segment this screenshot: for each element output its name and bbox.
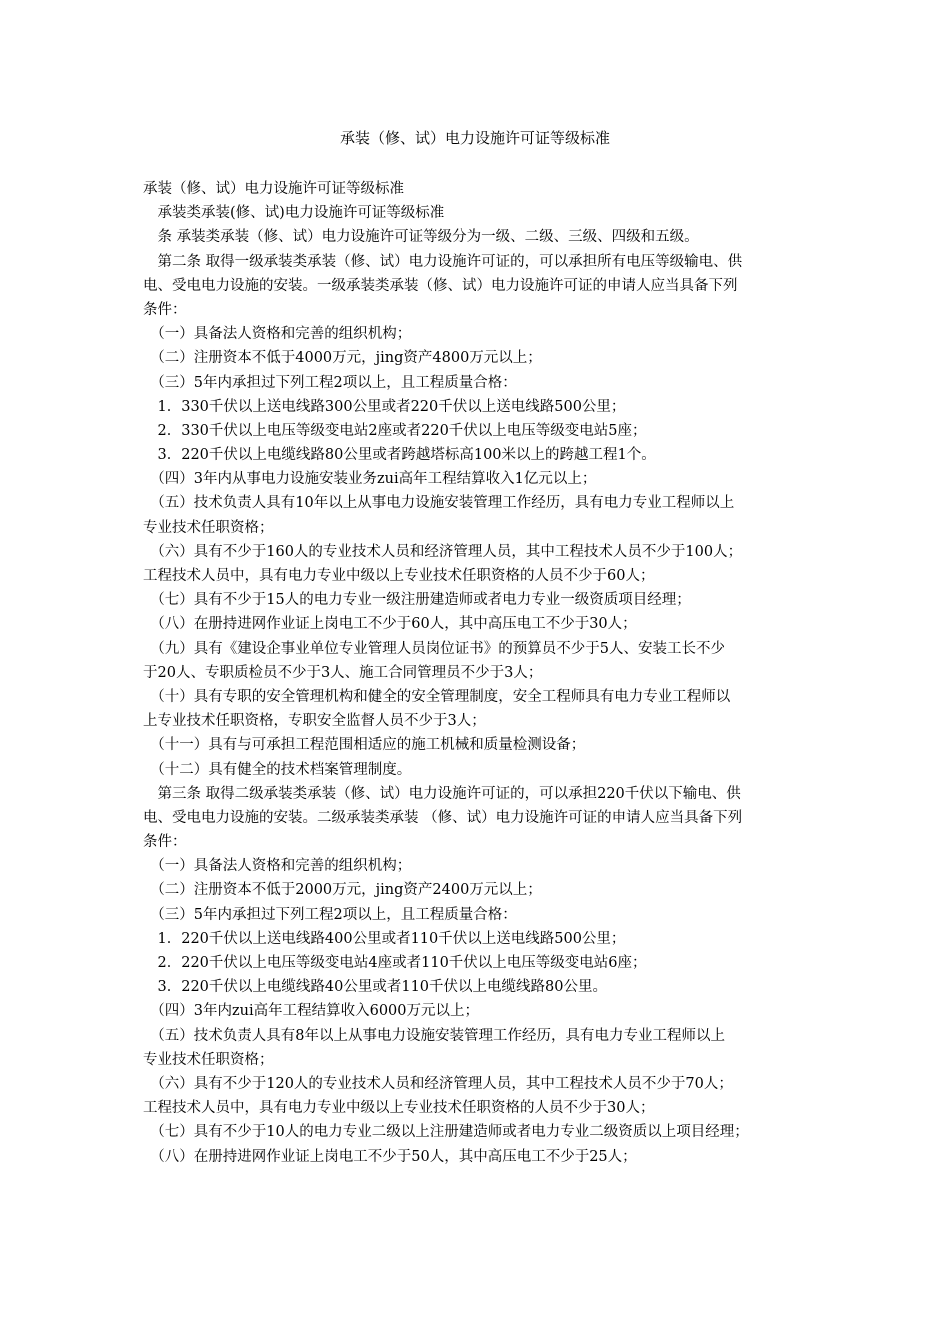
document-title: 承装（修、试）电力设施许可证等级标准 — [339, 129, 610, 147]
text-line: （十二）具有健全的技术档案管理制度。 — [143, 761, 412, 778]
text-line: （十一）具有与可承担工程范围相适应的施工机械和质量检测设备； — [143, 737, 586, 754]
text-line: （二）注册资本不低于4000万元，jing资产4800万元以上； — [143, 350, 542, 367]
text-line: （五）技术负责人具有8年以上从事电力设施安装管理工作经历，具有电力专业工程师以上 — [143, 1027, 725, 1044]
text-line: 上专业技术任职资格，专职安全监督人员不少于3人； — [143, 713, 486, 730]
text-line: （一）具备法人资格和完善的组织机构； — [143, 326, 412, 343]
text-line: （二）注册资本不低于2000万元，jing资产2400万元以上； — [143, 882, 542, 899]
text-line: 1．220千伏以上送电线路400公里或者110千伏以上送电线路500公里； — [143, 930, 626, 947]
text-line: （四）3年内从事电力设施安装业务zui高年工程结算收入1亿元以上； — [143, 471, 597, 488]
text-line: （六）具有不少于120人的专业技术人员和经济管理人员，其中工程技术人员不少于70人； — [143, 1075, 733, 1092]
text-line: 3．220千伏以上电缆线路80公里或者跨越塔标高100米以上的跨越工程1个。 — [143, 447, 656, 464]
text-line: 承装（修、试）电力设施许可证等级标准 — [143, 181, 404, 197]
text-line: （十）具有专职的安全管理机构和健全的安全管理制度，安全工程师具有电力专业工程师以 — [143, 688, 731, 705]
text-line: （三）5年内承担过下列工程2项以上，且工程质量合格： — [143, 906, 517, 923]
text-line: 工程技术人员中，具有电力专业中级以上专业技术任职资格的人员不少于30人； — [143, 1100, 655, 1117]
text-line: 3．220千伏以上电缆线路40公里或者110千伏以上电缆线路80公里。 — [143, 979, 607, 996]
text-line: （四）3年内zui高年工程结算收入6000万元以上； — [143, 1003, 479, 1020]
text-line: 专业技术任职资格； — [143, 1051, 274, 1068]
text-line: 第二条 取得一级承装类承装（修、试）电力设施许可证的，可以承担所有电压等级输电、供 — [143, 253, 743, 270]
text-line: 1．330千伏以上送电线路300公里或者220千伏以上送电线路500公里； — [143, 398, 626, 415]
text-line: （九）具有《建设企事业单位专业管理人员岗位证书》的预算员不少于5人、安装工长不少 — [143, 640, 725, 657]
text-line: 条件： — [143, 834, 187, 851]
text-line: 2．220千伏以上电压等级变电站4座或者110千伏以上电压等级变电站6座； — [143, 955, 647, 971]
text-line: 2．330千伏以上电压等级变电站2座或者220千伏以上电压等级变电站5座； — [143, 422, 647, 439]
text-line: 第三条 取得二级承装类承装（修、试）电力设施许可证的，可以承担220千伏以下输电、供 — [143, 785, 741, 802]
text-line: 电、受电电力设施的安装。二级承装类承装 （修、试）电力设施许可证的申请人应当具备下列 — [143, 809, 743, 826]
text-line: 专业技术任职资格； — [143, 519, 274, 536]
document-body — [143, 177, 818, 1169]
text-line: 承装类承装(修、试)电力设施许可证等级标准 — [143, 205, 445, 222]
text-line: 条 承装类承装（修、试）电力设施许可证等级分为一级、二级、三级、四级和五级。 — [143, 229, 699, 246]
text-line: 于20人、专职质检员不少于3人、施工合同管理员不少于3人； — [143, 664, 543, 681]
text-line: （三）5年内承担过下列工程2项以上，且工程质量合格： — [143, 374, 517, 391]
text-line: （一）具备法人资格和完善的组织机构； — [143, 858, 412, 875]
text-line: （八）在册持进网作业证上岗电工不少于60人，其中高压电工不少于30人； — [143, 616, 637, 633]
text-line: （七）具有不少于15人的电力专业一级注册建造师或者电力专业一级资质项目经理； — [143, 592, 691, 609]
text-line: （八）在册持进网作业证上岗电工不少于50人，其中高压电工不少于25人； — [143, 1148, 637, 1165]
text-line: 电、受电电力设施的安装。一级承装类承装（修、试）电力设施许可证的申请人应当具备下列 — [143, 277, 738, 294]
text-line: 工程技术人员中，具有电力专业中级以上专业技术任职资格的人员不少于60人； — [143, 568, 655, 584]
text-line: （五）技术负责人具有10年以上从事电力设施安装管理工作经历，具有电力专业工程师以上 — [143, 495, 735, 512]
text-line: （六）具有不少于160人的专业技术人员和经济管理人员，其中工程技术人员不少于100人； — [143, 543, 743, 560]
text-line: （七）具有不少于10人的电力专业二级以上注册建造师或者电力专业二级资质以上项目经理； — [143, 1124, 749, 1141]
text-line: 条件： — [143, 301, 187, 318]
